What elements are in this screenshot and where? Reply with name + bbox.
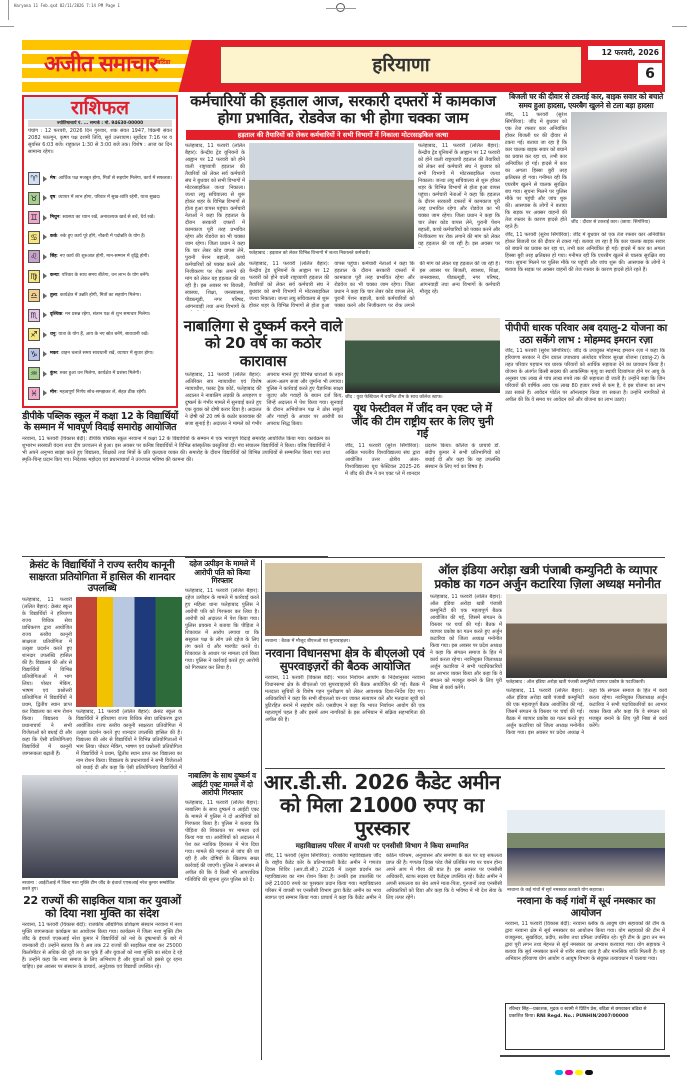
rashifal-text: कन्या: परिवार के साथ समय बीतेगा, धन लाभ के योग बनेंगे।: [50, 273, 150, 279]
story-body-car-cont: जींद, 11 फरवरी (सुरेश सिंगोरिया): जींद में बुधवार को एक तेज रफ्तार कार अनियंत्रित होकर बिजली घर की दीवार से टकरा गई। बताया जा रहा है कि कार चालक बाइक सवार को बचाने का प्रयास कर रहा था, तभी कार अनियंत्रित हो गई। हादसे में कार का अगला हिस्सा बुरी तरह क्षतिग्रस्त हो गया। गनीमत रही कि एयरबैग खुलने से चालक सुरक्षित बच गया। सूचना मिलने पर पुलिस मौके पर पहुंची और जांच शुरू की। आसपास के लोगों ने बताया कि सड़क पर अक्सर वाहनों की तेज रफ्तार के कारण हादसे होते रहते हैं।: [505, 232, 665, 274]
caption-surya: नरवाना के कई गांवों में सूर्य नमस्कार करवाते योग सहायक।: [507, 888, 604, 893]
arrow-icon: [43, 293, 47, 299]
story-body-strike: फतेहाबाद, 11 फरवरी (ललित बैहार): केन्द्रीय ट्रेड यूनियनों के आह्वान पर 12 फरवरी को होने वाली राष्ट्रव्यापी हड़ताल की तैयारियों को लेकर सर्व कर्मचारी संघ ने बुधवार को सभी विभागों में मोटरसाइकिल जत्था निकाला। जत्था लघु सचिवालय से शुरू होकर शहर के विभिन्न विभागों से होता हुआ वापस पहुंचा। कर्मचारी नेताओं ने कहा कि हड़ताल के दौरान सरकारी दफ्तरों में कामकाज पूरी तरह प्रभावित रहेगा और रोडवेज का भी चक्का जाम रहेगा। जिला प्रधान ने कहा कि चार लेबर कोड वापस लेने, पुरानी पेंशन बहाली, कच्चे कर्मचारियों को पक्का करने और निजीकरण पर रोक लगाने की मांग को लेकर यह हड़ताल की जा रही है। इस अवसर पर बिजली, स्वास्थ्य, शिक्षा, जनस्वास्थ्य, पीडब्ल्यूडी, नगर परिषद, आंगनवाड़ी तथा अन्य विभागों के: [185, 143, 245, 310]
sign-name: वृष: [50, 195, 56, 201]
sign-name: कर्क: [50, 234, 58, 240]
story-car: [505, 93, 667, 318]
arrow-icon: [43, 332, 47, 338]
arrow-icon: [43, 312, 47, 318]
headline-surya: नरवाना के कई गांवों में सूर्य नमस्कार का आयोजन: [516, 896, 656, 919]
headline-arora: ऑल इंडिया अरोड़ा खत्री पंजाबी कम्युनिटी के व्यापार प्रकोष्ठ का गठन अर्जुन कटारिया ज़िला अध्यक्ष मनोनीत: [434, 563, 661, 591]
zodiac-icon: ♉: [28, 192, 40, 205]
sign-forecast: नए कार्य की शुरुआत होगी, मान-सम्मान में वृद्धि होगी।: [59, 253, 150, 259]
sign-forecast: मन प्रसन्न रहेगा, संतान पक्ष से शुभ समाचार मिलेगा।: [65, 312, 151, 318]
sign-name: धनु: [50, 331, 56, 337]
edition-city: बठिंडा: [157, 59, 171, 66]
headline-youth: यूथ फेस्टीवल में जींद वन एक्ट प्ले में जींद की टीम राष्ट्रीय स्तर के लिए चुनी गई: [351, 402, 494, 441]
rashifal-item: [28, 169, 174, 189]
caption-youth: जींद : युवा फेस्टिवल में चयनित टीम के साथ कॉलेज स्टाफ।: [345, 395, 443, 400]
story-body-strike-cont: फतेहाबाद, 11 फरवरी (ललित बैहार): केन्द्रीय ट्रेड यूनियनों के आह्वान पर 12 फरवरी को होने वाली राष्ट्रव्यापी हड़ताल की तैयारियों को लेकर सर्व कर्मचारी संघ ने बुधवार को सभी विभागों में मोटरसाइकिल जत्था निकाला। जत्था लघु सचिवालय से शुरू होकर शहर के विभिन्न विभागों से होता हुआ वापस पहुंचा। कर्मचारी नेताओं ने कहा कि हड़ताल के दौरान सरकारी दफ्तरों में कामकाज पूरी तरह प्रभावित रहेगा और रोडवेज का भी चक्का जाम रहेगा। जिला प्रधान ने कहा कि चार लेबर कोड वापस लेने, पुरानी पेंशन बहाली, कच्चे कर्मचारियों को पक्का करने और निजीकरण पर रोक लगाने की मांग को लेकर यह हड़ताल की जा रही है। इस अवसर पर: [418, 143, 500, 247]
story-body-naabalig2: फतेहाबाद, 11 फरवरी (ललित बैहार): नाबालिग के साथ दुष्कर्म व आईटी एक्ट के मामले में पुलिस ने दो आरोपियों को गिरफ्तार किया है। पुलिस ने बताया कि पीड़िता की शिकायत पर मामला दर्ज किया गया था। आरोपियों को अदालत में पेश कर न्यायिक हिरासत में भेज दिया गया। मामले की गहनता से जांच की जा रही है और दोषियों के खिलाफ सख्त कार्रवाई की जाएगी। पुलिस ने आमजन से अपील की कि वे किसी भी आपराधिक गतिविधि की सूचना तुरंत पुलिस को दें।: [185, 799, 259, 883]
story-body-strike-cont2: फतेहाबाद, 11 फरवरी (ललित बैहार): केन्द्रीय ट्रेड यूनियनों के आह्वान पर 12 फरवरी को होने वाली राष्ट्रव्यापी हड़ताल की तैयारियों को लेकर सर्व कर्मचारी संघ ने बुधवार को सभी विभागों में मोटरसाइकिल जत्था निकाला। जत्था लघु सचिवालय से शुरू होकर शहर के विभिन्न विभागों से होता हुआ वापस पहुंचा। कर्मचारी नेताओं ने कहा कि हड़ताल के दौरान सरकारी दफ्तरों में कामकाज पूरी तरह प्रभावित रहेगा और रोडवेज का भी चक्का जाम रहेगा। जिला प्रधान ने कहा कि चार लेबर कोड वापस लेने, पुरानी पेंशन बहाली, कच्चे कर्मचारियों को पक्का करने और निजीकरण पर रोक लगाने की मांग को लेकर यह हड़ताल की जा रही है। इस अवसर पर बिजली, स्वास्थ्य, शिक्षा, जनस्वास्थ्य, पीडब्ल्यूडी, नगर परिषद, आंगनवाड़ी तथा अन्य विभागों के कर्मचारी मौजूद रहे।: [249, 261, 500, 309]
sign-forecast: यात्रा के योग हैं, आय के नए स्रोत बनेंगे, सावधानी रखें।: [58, 331, 149, 337]
story-youth: [345, 395, 500, 555]
story-arora: [428, 564, 667, 766]
print-slug: Haryana 11 Feb.qxd 02/11/2026 7:14 PM Page 1: [14, 3, 120, 8]
rashifal-text: मकर: वाहन चलाते समय सावधानी रखें, व्यापार में सुधार होगा।: [50, 351, 154, 357]
story-body-rdc: जींद, 11 फरवरी (सुरेश सिंगोरिया): राजकीय महाविद्यालय जींद के राष्ट्रीय कैडेट कोर के प्रतिभाशाली कैडेट अमीन ने गणतंत्र दिवस शिविर (आर.डी.सी.) 2026 में उत्कृष्ट प्रदर्शन कर महाविद्यालय का नाम रोशन किया है। उनकी इस उपलब्धि पर उन्हें 21000 रुपये का पुरस्कार प्रदान किया गया। महाविद्यालय परिसर में वापसी पर एनसीसी विभाग द्वारा कैडेट अमीन का भव्य स्वागत एवं सम्मान किया गया। प्राचार्य ने कहा कि कैडेट अमीन ने कठिन परिश्रम, अनुशासन और समर्पण के बल पर यह सफलता प्राप्त की है। गणतंत्र दिवस परेड जैसे प्रतिष्ठित मंच पर चयन होना अपने आप में गौरव की बात है। इस अवसर पर एनसीसी अधिकारी, स्टाफ सदस्य एवं कैडेट्स उपस्थित रहे। कैडेट अमीन ने अपनी सफलता का श्रेय अपने माता-पिता, गुरुजनों तथा एनसीसी अधिकारियों को दिया और कहा कि वे भविष्य में भी देश सेवा के लिए तत्पर रहेंगे।: [265, 853, 502, 901]
zodiac-icon: ♈: [28, 172, 40, 185]
sign-forecast: महत्वपूर्ण निर्णय सोच-समझकर लें, सेहत ठीक रहेगी।: [59, 390, 147, 396]
headline-dpk: डीपीके पब्लिक स्कूल में कक्षा 12 के विद्यार्थियों के सम्मान में भावपूर्ण विदाई समारोह आयोजित: [22, 411, 178, 433]
rashifal-item: [28, 345, 174, 365]
story-body-youth: जींद, 11 फरवरी (सुरेश सिंगोरिया): अखिल भारतीय विश्वविद्यालय संघ द्वारा आयोजित उत्तर क्षेत्रीय अंतर-विश्वविद्यालय यूथ फेस्टिवल 2025-26 में जींद की टीम ने वन एक्ट प्ले में शानदार प्रदर्शन किया। कॉलेज के प्राचार्य डॉ. संदीप कुमार ने सभी प्रतिभागियों को बधाई दी और कहा कि यह उपलब्धि संस्थान के लिए गर्व का विषय है।: [345, 442, 500, 477]
story-dahej: [185, 560, 259, 767]
headline-crescent: क्रेसंट के विद्यार्थियों ने राज्य स्तरीय कानूनी साक्षरता प्रतियोगिता में हासिल की शानदार उपलब्धि: [29, 560, 175, 594]
sign-forecast: परिवार के साथ समय बीतेगा, धन लाभ के योग बनेंगे।: [61, 273, 150, 279]
headline-rdc: आर.डी.सी. 2026 कैडेट अमीन को मिला 21000 रुपए का पुरस्कार: [263, 770, 501, 840]
rashifal-item: [28, 325, 174, 345]
rashifal-item: [28, 384, 174, 404]
newspaper-logo: अजीत समाचार: [44, 52, 158, 77]
rashifal-item: [28, 267, 174, 287]
story-body-narwana: नरवाना, 11 फरवरी (विकास बेदी): भारत निर्वाचन आयोग के निर्देशानुसार नरवाना विधानसभा क्षेत्र के बीएलओ एवं सुपरवाइज़रों की बैठक आयोजित की गई। बैठक में मतदाता सूचियों के विशेष गहन पुनरीक्षण को लेकर आवश्यक दिशा-निर्देश दिए गए। अधिकारियों ने कहा कि सभी बीएलओ घर-घर जाकर सत्यापन करें और मतदाता सूची को त्रुटिरहित बनाने में सहयोग करें। एसडीएम ने कहा कि भारत निर्वाचन आयोग की एक महत्वपूर्ण पहल है और इसमें आम नागरिकों के इस अभियान में सक्रिय सहभागिता की अपील की है।: [265, 675, 425, 724]
headline-narwana: नरवाना विधानसभा क्षेत्र के बीएलओ एवं सुपरवाइज़रों की बैठक आयोजित: [265, 646, 425, 674]
caption-iti: नरवाना : आईटीआई में जिला नशा मुक्ति टीम जींद के इंचार्ज एएसआई नरेश कुमार सम्बोधित करते हुए।: [22, 881, 175, 892]
zodiac-icon: ♏: [28, 309, 40, 322]
imprint-box: [505, 1003, 665, 1050]
zodiac-icon: ♎: [28, 289, 40, 302]
arrow-icon: [43, 351, 47, 357]
subhead-rdc: महाविद्यालय परिसर में वापसी पर एनसीसी विभाग ने किया सम्मानित: [295, 842, 469, 850]
arrow-icon: [43, 195, 47, 201]
photo-strike-rally: [249, 143, 414, 249]
caption-narwana: नरवाना : बैठक में मौजूद बीएलओ एवं सुपरवाइज़र।: [265, 639, 350, 644]
rashifal-text: सिंह: नए कार्य की शुरुआत होगी, मान-सम्मान में वृद्धि होगी।: [50, 253, 150, 259]
story-body-dpk: नरवाना, 11 फरवरी (विकास बेदी): डीपीके पब्लिक स्कूल नरवाना में कक्षा 12 के विद्यार्थियों के सम्मान में एक भावपूर्ण विदाई समारोह आयोजित किया गया। कार्यक्रम का शुभारंभ सरस्वती वंदना तथा दीप प्रज्वलन से हुआ। इस अवसर पर कनिष्ठ विद्यार्थियों ने विभिन्न सांस्कृतिक प्रस्तुतियां दीं। मंच संचालन विद्यार्थियों ने किया। वरिष्ठ विद्यार्थियों ने भी अपने अनुभव साझा करते हुए विद्यालय, शिक्षकों तथा मित्रों के प्रति कृतज्ञता व्यक्त की। समारोह के दौरान विद्यार्थियों को विभिन्न उपाधियों से सम्मानित किया गया तथा स्मृति-चिन्ह प्रदान किए गए। निदेशक महोदय एवं प्रधानाचार्या ने उज्ज्वल भविष्य की कामना की।: [22, 435, 330, 463]
sign-forecast: रुके हुए कार्य पूरे होंगे, नौकरी में पदोन्नति के योग हैं।: [60, 234, 146, 240]
story-iti: [22, 881, 182, 1061]
arrow-icon: [43, 215, 47, 221]
headline-iti: 22 राज्यों की साइकिल यात्रा कर युवाओं को दिया नशा मुक्ति का संदेश: [23, 894, 181, 920]
story-ppp: [505, 323, 667, 555]
sign-name: मकर: [50, 351, 59, 357]
rashifal-text: मिथुन: स्वास्थ्य का ध्यान रखें, अनावश्यक खर्च से बचें, धैर्य रखें।: [50, 214, 155, 220]
page-number: 6: [638, 63, 662, 85]
sign-forecast: व्यापार में लाभ होगा, परिवार में सुख-शांति रहेगी, यात्रा सुखद।: [58, 195, 161, 201]
caption-car: जींद : दीवार से टकराई कार। (छाया: सिंगोरिया): [571, 220, 651, 226]
caption-arora: फतेहाबाद : ऑल इंडिया अरोड़ा खत्री पंजाबी कम्युनिटी व्यापार प्रकोष्ठ के पदाधिकारी।: [506, 679, 646, 685]
issue-date: 12 फरवरी, 2026: [588, 46, 662, 60]
sign-name: सिंह: [50, 253, 57, 259]
zodiac-icon: ♌: [28, 250, 40, 263]
rashifal-text: धनु: यात्रा के योग हैं, आय के नए स्रोत बनेंगे, सावधानी रखें।: [50, 331, 149, 337]
arrow-icon: [43, 371, 47, 377]
sign-name: तुला: [50, 292, 57, 298]
story-rdc: [262, 771, 502, 1060]
rashifal-list: [28, 169, 174, 403]
rashifal-item: [28, 189, 174, 209]
registration-mark-line: [326, 8, 356, 9]
section-title: हरियाणा: [220, 46, 582, 84]
arrow-icon: [43, 273, 47, 279]
sign-name: वृश्चिक: [50, 312, 63, 318]
headline-car: बिजली घर की दीवार से टकराई कार, बाइक सवार को बचाते समय हुआ हादसा, एयरबैग खुलने से टला बड़ा हादसा: [509, 92, 663, 110]
crop-mark: [672, 26, 687, 27]
sign-name: मिथुन: [50, 214, 60, 220]
sign-name: कुंभ: [50, 370, 57, 376]
story-body-surya: नरवाना, 11 फरवरी (विकास बेदी): नरवाना ब्लॉक के आयुष योग सहायकों की टीम के द्वारा नरवाना क्षेत्र में सूर्य नमस्कार का आयोजन किया गया। योग सहायकों की टीम में राजकुमार, सुखविंदर, प्रदीप, सतीश तथा प्रमिला उपस्थित रहे। पूरी टीम के द्वारा तन मन द्वारा पूरी लगन तथा मेहनत से सूर्य नमस्कार का अभ्यास करवाया गया। योग सहायक ने बताया कि सूर्य नमस्कार करने से शरीर स्वस्थ रहता है और मानसिक शांति मिलती है। यह अभियान हरियाणा योग आयोग व आयुष विभाग के संयुक्त तत्वावधान में चलाया गया।: [505, 921, 665, 962]
story-body-ppp: जींद, 11 फरवरी (सुरेश सिंगोरिया): जींद के उपायुक्त मोहम्मद इमरान रज़ा ने कहा कि हरियाणा सरकार ने दीन दयाल उपाध्याय अंत्योदय परिवार सुरक्षा योजना (दयालु-2) के तहत परिवार पहचान पत्र धारक परिवारों को आर्थिक सहायता देने का प्रावधान किया है। योजना के अंतर्गत किसी सदस्य की आकस्मिक मृत्यु या स्थायी दिव्यांगता होने पर आयु के अनुसार एक लाख से पांच लाख रुपये तक की सहायता दी जाती है। उन्होंने कहा कि जिन परिवारों की वार्षिक आय एक लाख 80 हजार रुपये से कम है, वे इस योजना का लाभ उठा सकते हैं। आवेदन पोर्टल पर ऑनलाइन किया जा सकता है। उन्होंने नागरिकों से अपील की कि वे समय पर आवेदन करें और योजना का लाभ उठाएं।: [505, 348, 665, 403]
story-crescent: [22, 560, 182, 772]
rashifal-text: वृश्चिक: मन प्रसन्न रहेगा, संतान पक्ष से शुभ समाचार मिलेगा।: [50, 312, 151, 318]
photo-car-accident: [571, 112, 667, 218]
rashifal-subtitle: ज्योतिषाचार्य पं. ... सम्पर्क : मो. 94630-00000: [28, 120, 172, 127]
arrow-icon: [43, 390, 47, 396]
story-strike-head: [183, 93, 503, 140]
rashifal-text: मीन: महत्वपूर्ण निर्णय सोच-समझकर लें, सेहत ठीक रहेगी।: [50, 390, 147, 396]
sign-forecast: आर्थिक पक्ष मजबूत होगा, मित्रों से सहयोग मिलेगा, कार्य में सफलता।: [58, 175, 173, 181]
rashifal-item: [28, 247, 174, 267]
story-body-arora: फतेहाबाद, 11 फरवरी (ललित बैहार): ऑल इंडिया अरोड़ा खत्री पंजाबी कम्युनिटी की एक महत्वपूर्ण बैठक आयोजित की गई, जिसमें संगठन के विस्तार पर चर्चा की गई। बैठक में व्यापार प्रकोष्ठ का गठन करते हुए अर्जुन कटारिया को जिला अध्यक्ष मनोनीत किया गया। इस अवसर पर प्रदेश अध्यक्ष ने कहा कि संगठन समाज के हित में कार्य करता रहेगा। नवनियुक्त जिलाध्यक्ष अर्जुन कटारिया ने सभी पदाधिकारियों का आभार व्यक्त किया और कहा कि वे संगठन को मजबूत बनाने के लिए पूरी निष्ठा से कार्य करेंगे।: [430, 593, 502, 691]
story-body-iti: नरवाना, 11 फरवरी (विकास बेदी): राजकीय औद्योगिक प्रशिक्षण संस्थान नरवाना में नशा मुक्ति जागरूकता कार्यक्रम का आयोजन किया गया। कार्यक्रम में जिला नशा मुक्ति टीम जींद के इंचार्ज एएसआई नरेश कुमार ने विद्यार्थियों को नशे के दुष्प्रभावों के बारे में जानकारी दी। उन्होंने बताया कि वे अब तक 22 राज्यों की साइकिल यात्रा कर 25000 किलोमीटर से अधिक की दूरी तय कर चुके हैं और युवाओं को नशा मुक्ति का संदेश दे रहे हैं। उन्होंने कहा कि नशा समाज के लिए अभिशाप है और युवाओं को इससे दूर रहना चाहिए। इस अवसर पर संस्थान के प्राचार्य, अनुदेशक एवं विद्यार्थी उपस्थित रहे।: [22, 922, 182, 971]
photo-narwana-meeting: [265, 563, 422, 636]
sign-forecast: वाहन चलाते समय सावधानी रखें, व्यापार में सुधार होगा।: [61, 351, 154, 357]
zodiac-icon: ♐: [28, 328, 40, 341]
masthead: [22, 40, 665, 92]
zodiac-icon: ♓: [28, 387, 40, 400]
photo-iti-seminar: [22, 775, 178, 878]
rashifal-text: मेष: आर्थिक पक्ष मजबूत होगा, मित्रों से सहयोग मिलेगा, कार्य में सफलता।: [50, 175, 173, 181]
headline-ppp: पीपीपी धारक परिवार अब दयालु-2 योजना का उठा सकेंगे लाभ : मोहम्मद इमरान रज़ा: [505, 323, 667, 346]
story-body-crescent-cont: फतेहाबाद, 11 फरवरी (ललित बैहार): क्रेसंट स्कूल के विद्यार्थियों ने हरियाणा राज्य विधिक सेवा प्राधिकरण द्वारा आयोजित राज्य स्तरीय कानूनी साक्षरता प्रतियोगिता में उत्कृष्ट प्रदर्शन करते हुए शानदार उपलब्धि हासिल की है। विद्यालय की ओर से विद्यार्थियों ने विभिन्न प्रतियोगिताओं में भाग लिया। पोस्टर मेकिंग, भाषण एवं प्रश्नोत्तरी प्रतियोगिता में विद्यार्थियों ने प्रथम, द्वितीय स्थान प्राप्त कर विद्यालय का नाम रोशन किया। विद्यालय के प्रधानाचार्य ने सभी विजेताओं को बधाई दी और कहा कि ऐसी प्रतियोगिताएं विद्यार्थियों में: [76, 708, 182, 771]
rashifal-box: [22, 95, 178, 408]
story-body-arora-cont: फतेहाबाद, 11 फरवरी (ललित बैहार): ऑल इंडिया अरोड़ा खत्री पंजाबी कम्युनिटी की एक महत्वपूर्ण बैठक आयोजित की गई, जिसमें संगठन के विस्तार पर चर्चा की गई। बैठक में व्यापार प्रकोष्ठ का गठन करते हुए अर्जुन कटारिया को जिला अध्यक्ष मनोनीत किया गया। इस अवसर पर प्रदेश अध्यक्ष ने कहा कि संगठन समाज के हित में कार्य करता रहेगा। नवनियुक्त जिलाध्यक्ष अर्जुन कटारिया ने सभी पदाधिकारियों का आभार व्यक्त किया और कहा कि वे संगठन को मजबूत बनाने के लिए पूरी निष्ठा से कार्य करेंगे।: [506, 687, 667, 736]
color-registration-bar: [555, 1060, 595, 1079]
rashifal-item: [28, 208, 174, 228]
story-body-car: जींद, 11 फरवरी (सुरेश सिंगोरिया): जींद में बुधवार को एक तेज रफ्तार कार अनियंत्रित होकर बिजली घर की दीवार से टकरा गई। बताया जा रहा है कि कार चालक बाइक सवार को बचाने का प्रयास कर रहा था, तभी कार अनियंत्रित हो गई। हादसे में कार का अगला हिस्सा बुरी तरह क्षतिग्रस्त हो गया। गनीमत रही कि एयरबैग खुलने से चालक सुरक्षित बच गया। सूचना मिलने पर पुलिस मौके पर पहुंची और जांच शुरू की। आसपास के लोगों ने बताया कि सड़क पर अक्सर वाहनों की तेज रफ्तार के कारण हादसे होते रहते हैं।: [505, 112, 567, 231]
rashifal-text: वृष: व्यापार में लाभ होगा, परिवार में सुख-शांति रहेगी, यात्रा सुखद।: [50, 195, 161, 201]
crop-mark: [8, 0, 9, 20]
sign-name: कन्या: [50, 273, 59, 279]
headline-strike: कर्मचारियों की हड़ताल आज, सरकारी दफ्तरों में कामकाज होगा प्रभावित, रोडवेज का भी होगा चक्का जाम: [190, 92, 496, 128]
bottom-rule: [500, 1055, 670, 1057]
story-body-crescent: फतेहाबाद, 11 फरवरी (ललित बैहार): क्रेसंट स्कूल के विद्यार्थियों ने हरियाणा राज्य विधिक सेवा प्राधिकरण द्वारा आयोजित राज्य स्तरीय कानूनी साक्षरता प्रतियोगिता में उत्कृष्ट प्रदर्शन करते हुए शानदार उपलब्धि हासिल की है। विद्यालय की ओर से विद्यार्थियों ने विभिन्न प्रतियोगिताओं में भाग लिया। पोस्टर मेकिंग, भाषण एवं प्रश्नोत्तरी प्रतियोगिता में विद्यार्थियों ने प्रथम, द्वितीय स्थान प्राप्त कर विद्यालय का नाम रोशन किया। विद्यालय के प्रधानाचार्य ने सभी विजेताओं को बधाई दी और कहा कि ऐसी प्रतियोगिताएं विद्यार्थियों में कानूनी जागरूकता बढ़ाती हैं।: [22, 596, 72, 757]
arrow-icon: [43, 254, 47, 260]
sign-name: मीन: [50, 390, 57, 396]
sign-forecast: स्वास्थ्य का ध्यान रखें, अनावश्यक खर्च से बचें, धैर्य रखें।: [62, 214, 155, 220]
arrow-icon: [43, 234, 47, 240]
rashifal-title: राशिफल: [24, 97, 176, 119]
zodiac-icon: ♊: [28, 211, 40, 224]
rashifal-item: [28, 364, 174, 384]
sign-forecast: कार्यक्षेत्र में उन्नति होगी, मित्रों का सहयोग मिलेगा।: [59, 292, 141, 298]
story-narwana: [265, 639, 425, 765]
rashifal-item: [28, 286, 174, 306]
rashifal-item: [28, 306, 174, 326]
divider: [265, 768, 665, 769]
zodiac-icon: ♍: [28, 270, 40, 283]
photo-youth-festival: [345, 318, 500, 393]
photo-arora-community: [506, 594, 667, 678]
story-body-dahej: फतेहाबाद, 11 फरवरी (ललित बैहार): दहेज उत्पीड़न के मामले में कार्रवाई करते हुए महिला थाना फतेहाबाद पुलिस ने आरोपी पति को गिरफ्तार कर लिया है। आरोपी को अदालत में पेश किया गया। पुलिस प्रवक्ता ने बताया कि पीड़िता ने शिकायत में आरोप लगाया था कि ससुराल पक्ष के लोग उसे दहेज के लिए तंग करते थे और मारपीट करते थे। शिकायत के आधार पर मामला दर्ज किया गया। पुलिस ने कार्रवाई करते हुए आरोपी को गिरफ्तार कर लिया है।: [185, 587, 259, 671]
headline-nabalig: नाबालिगा से दुष्कर्म करने वाले को 20 वर्ष का कठोर कारावास: [183, 317, 343, 370]
rashifal-text: तुला: कार्यक्षेत्र में उन्नति होगी, मित्रों का सहयोग मिलेगा।: [50, 292, 141, 298]
zodiac-icon: ♒: [28, 367, 40, 380]
story-surya: [505, 888, 667, 1000]
caption-strike: फतेहाबाद : हड़ताल को लेकर विभिन्न विभागों में जत्था निकालते कर्मचारी।: [249, 251, 371, 256]
story-naabalig2: [185, 772, 259, 1060]
photo-surya-namaskar: [507, 810, 665, 886]
zodiac-icon: ♋: [28, 231, 40, 244]
subhead-strike: हड़ताल की तैयारियों को लेकर कर्मचारियों ने सभी विभागों में निकाला मोटरसाइकिल जत्था: [186, 130, 500, 140]
zodiac-icon: ♑: [28, 348, 40, 361]
rashifal-text: कुंभ: रुका हुआ धन मिलेगा, कार्यक्षेत्र में प्रशंसा मिलेगी।: [50, 370, 141, 376]
story-nabalig: [183, 318, 343, 555]
divider: [505, 320, 665, 321]
crop-mark: [0, 26, 14, 27]
rashifal-item: [28, 228, 174, 248]
rashifal-panchang: पंचांग : 12 फरवरी, 2026 दिन गुरुवार, शक संवत 1947, विक्रमी संवत 2082 फाल्गुन, कृष्ण पक्ष दशमी तिथि, सूर्य उत्तरायण। सूर्योदय 7:16 पर व सूर्यास्त 6:03 बजे। राहुकाल 1:30 से 3:00 बजे तक। विशेष : आज का दिन सामान्य रहेगा।: [28, 128, 172, 155]
arrow-icon: [43, 176, 47, 182]
imprint-text: रविन्दर सिंह—प्रकाशक, मुद्रक व स्वामी ने प्रिंटिंग प्रेस, बठिंडा से छपवाकर बठिंडा से प्रकाशित किया।: [509, 1007, 647, 1019]
headline-naabalig2: नाबालिग के साथ दुष्कर्म व आईटी एक्ट मामले में दो आरोपी गिरफ्तार: [188, 771, 256, 798]
rashifal-text: कर्क: रुके हुए कार्य पूरे होंगे, नौकरी में पदोन्नति के योग हैं।: [50, 234, 146, 240]
story-body-nabalig: फतेहाबाद, 11 फरवरी (ललित बैहार): अतिरिक्त सत्र न्यायाधीश एवं विशेष न्यायाधीश, फास्ट ट्रैक कोर्ट, फतेहाबाद की अदालत ने नाबालिग लड़की के अपहरण व दुष्कर्म के गंभीर मामले में सुनवाई करते हुए एक युवक को दोषी करार दिया है। अदालत ने दोषी को 20 वर्ष के कठोर कारावास की सजा सुनाई है। अदालत ने मामले को गंभीर अपराध मानते हुए विभिन्न धाराओं के तहत अलग-अलग सजा और जुर्माना भी लगाया। पुलिस ने कार्रवाई करते हुए वैज्ञानिक साक्ष्य जुटाए और गवाहों के बयान दर्ज किए, जिन्हें अदालत में पेश किया गया। सुनवाई के दौरान अभियोजन पक्ष ने ठोस सबूतों और गवाहों के आधार पर आरोपी का अपराध सिद्ध किया।: [185, 371, 343, 427]
sign-name: मेष: [50, 175, 56, 181]
sign-forecast: रुका हुआ धन मिलेगा, कार्यक्षेत्र में प्रशंसा मिलेगी।: [59, 370, 141, 376]
headline-dahej: दहेज उत्पीड़न के मामले में आरोपी पति को किया गिरफ्तार: [189, 559, 255, 586]
photo-crescent-flags: [76, 597, 182, 707]
divider: [185, 557, 665, 558]
rni-number: RNI Regd. No.: PUNHIN/2007/00000: [536, 1013, 629, 1019]
